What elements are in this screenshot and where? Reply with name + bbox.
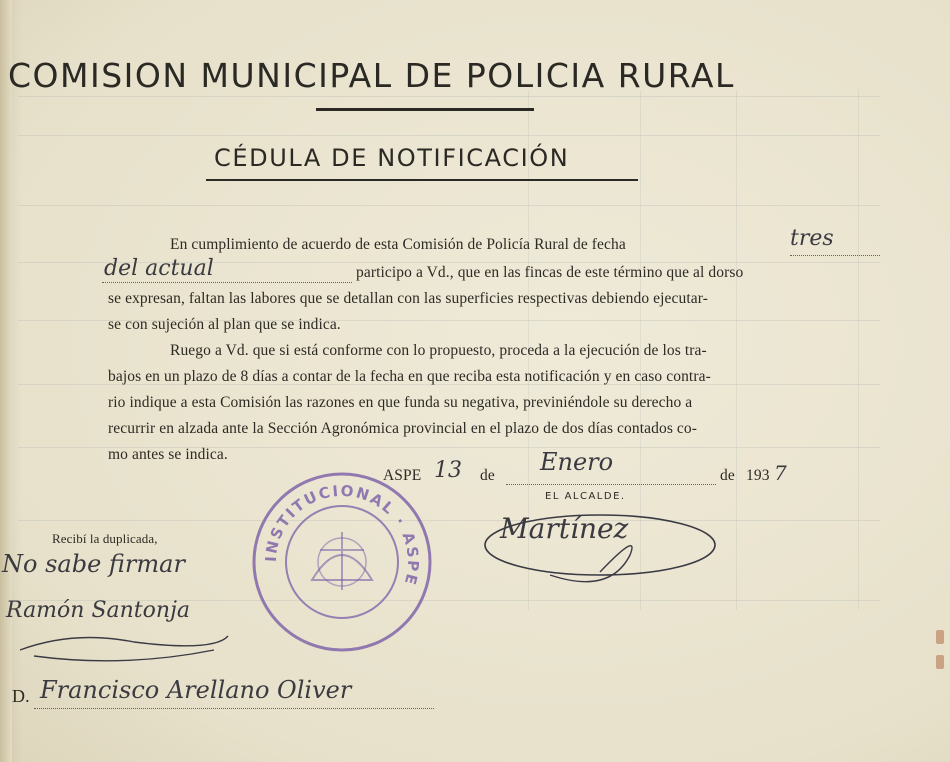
- paper-edge-mark: [936, 655, 944, 669]
- document-subheading: CÉDULA DE NOTIFICACIÓN: [214, 144, 570, 172]
- paragraph2-line3: rio indique a esta Comisión las razones en que funda su negativa, previniéndole su derecho a: [108, 394, 693, 411]
- paragraph1-line1: En cumplimiento de acuerdo de esta Comisión de Policía Rural de fecha: [170, 236, 626, 253]
- handwritten-date-day: tres: [790, 226, 834, 251]
- receipt-label: Recibí la duplicada,: [52, 531, 158, 546]
- paragraph2-line5: mo antes se indica.: [108, 446, 228, 463]
- receipt-prefix: D.: [12, 686, 30, 706]
- binding-gutter: [0, 0, 12, 762]
- handwritten-date-month: del actual: [104, 256, 214, 281]
- heading-underline: [316, 108, 534, 111]
- alcalde-signature: Martínez: [500, 512, 629, 545]
- subheading-underline: [206, 179, 638, 181]
- ruled-column: [736, 90, 737, 610]
- date-de-1: de: [480, 467, 495, 484]
- date-place: ASPE: [383, 467, 422, 484]
- paragraph1-line3: se expresan, faltan las labores que se detallan con las superficies respectivas debiendo ejecutar-: [108, 290, 708, 307]
- fill-in-dots: [506, 484, 716, 485]
- ruled-line: [18, 520, 880, 521]
- date-year-printed: 193: [746, 467, 770, 484]
- receipt-name-handwritten: Francisco Arellano Oliver: [40, 676, 352, 704]
- document-heading: COMISION MUNICIPAL DE POLICIA RURAL: [8, 56, 735, 95]
- paper-edge-mark: [936, 630, 944, 644]
- fill-in-dots: [102, 282, 352, 283]
- fill-in-dots: [790, 255, 880, 256]
- paragraph2-line2: bajos en un plazo de 8 días a contar de la fecha en que reciba esta notificación y en caso contra-: [108, 368, 711, 385]
- date-de-2: de: [720, 467, 735, 484]
- receipt-handwriting-1: No sabe firmar: [2, 550, 185, 578]
- handwritten-day: 13: [434, 458, 462, 483]
- paragraph1-line2: participo a Vd., que en las fincas de este término que al dorso: [356, 264, 744, 281]
- ruled-line: [18, 96, 880, 97]
- ruled-column: [858, 90, 859, 610]
- alcalde-label: EL ALCALDE.: [545, 491, 626, 502]
- handwritten-year-digit: 7: [774, 461, 787, 485]
- handwritten-month: Enero: [540, 448, 614, 476]
- paragraph2-line1: Ruego a Vd. que si está conforme con lo propuesto, proceda a la ejecución de los tra-: [170, 342, 707, 359]
- paragraph2-line4: recurrir en alzada ante la Sección Agronómica provincial en el plazo de dos días contados co-: [108, 420, 698, 437]
- stamp-text: INSTITUCIONAL · ASPE: [261, 481, 423, 589]
- receipt-handwriting-2: Ramón Santonja: [6, 598, 191, 623]
- official-stamp: [250, 470, 434, 654]
- ruled-line: [18, 205, 880, 206]
- fill-in-dots: [34, 708, 434, 709]
- ruled-line: [18, 135, 880, 136]
- receipt-signature-flourish: [14, 620, 234, 670]
- paragraph1-line4: se con sujeción al plan que se indica.: [108, 316, 341, 333]
